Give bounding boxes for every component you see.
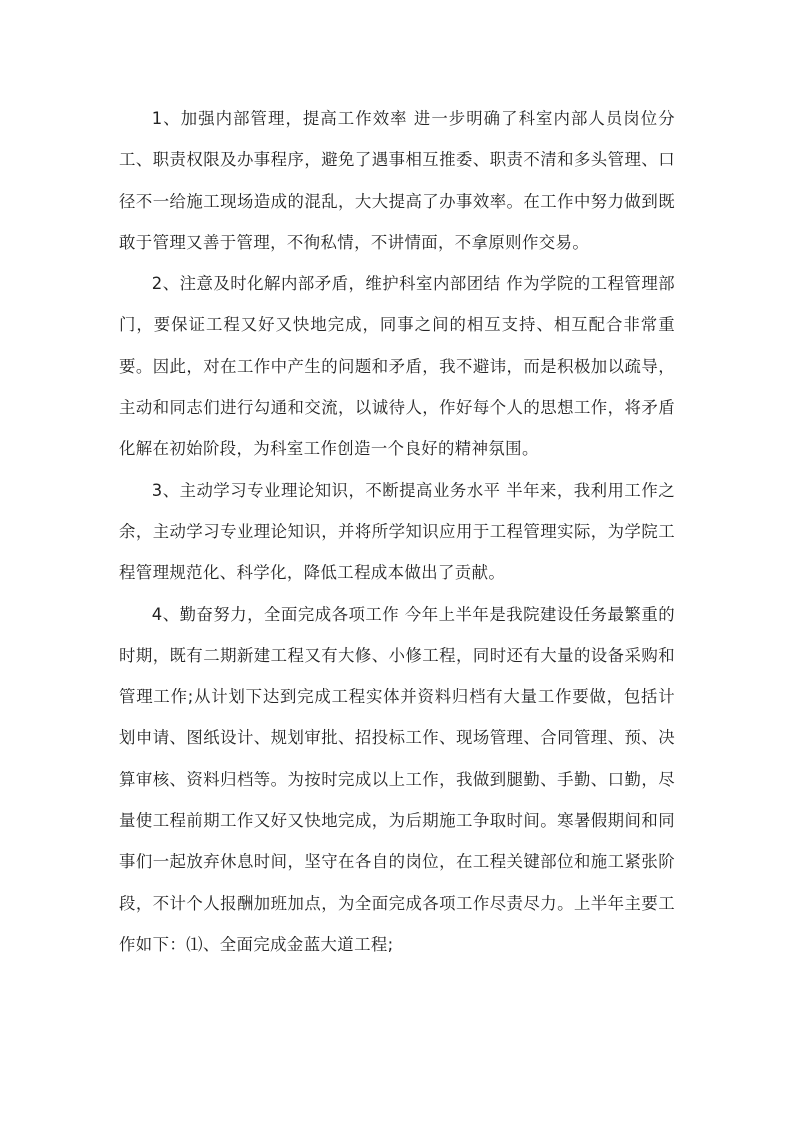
paragraph-4: 4、勤奋努力，全面完成各项工作 今年上半年是我院建设任务最繁重的时期，既有二期新建工程又有大修、小修工程，同时还有大量的设备采购和管理工作;从计划下达到完成工程实体并资料归档有大量工作要做，包括计划申请、图纸设计、规划审批、招投标工作、现场管理、合同管理、预、决算审核、资料归档等。为按时完成以上工作，我做到腿勤、手勤、口勤，尽量使工程前期工作又好又快地完成，为后期施工争取时间。寒暑假期间和同事们一起放弃休息时间，坚守在各自的岗位，在工程关键部位和施工紧张阶段，不计个人报酬加班加点，为全面完成各项工作尽责尽力。上半年主要工作如下：⑴、全面完成金蓝大道工程; xyxy=(119,604,675,954)
paragraph-1: 1、加强内部管理，提高工作效率 进一步明确了科室内部人员岗位分工、职责权限及办事程序，避免了遇事相互推委、职责不清和多头管理、口径不一给施工现场造成的混乱，大大提高了办事效率。在工作中努力做到既敢于管理又善于管理，不徇私情，不讲情面，不拿原则作交易。 xyxy=(119,109,675,252)
paragraph-3: 3、主动学习专业理论知识，不断提高业务水平 半年来，我利用工作之余，主动学习专业理论知识，并将所学知识应用于工程管理实际，为学院工程管理规范化、科学化，降低工程成本做出了贡献。 xyxy=(119,480,675,583)
paragraph-2: 2、注意及时化解内部矛盾，维护科室内部团结 作为学院的工程管理部门，要保证工程又好又快地完成，同事之间的相互支持、相互配合非常重要。因此，对在工作中产生的问题和矛盾，我不避讳，而是积极加以疏导，主动和同志们进行勾通和交流，以诚待人，作好每个人的思想工作，将矛盾化解在初始阶段，为科室工作创造一个良好的精神氛围。 xyxy=(119,274,675,459)
document-body xyxy=(119,98,675,965)
